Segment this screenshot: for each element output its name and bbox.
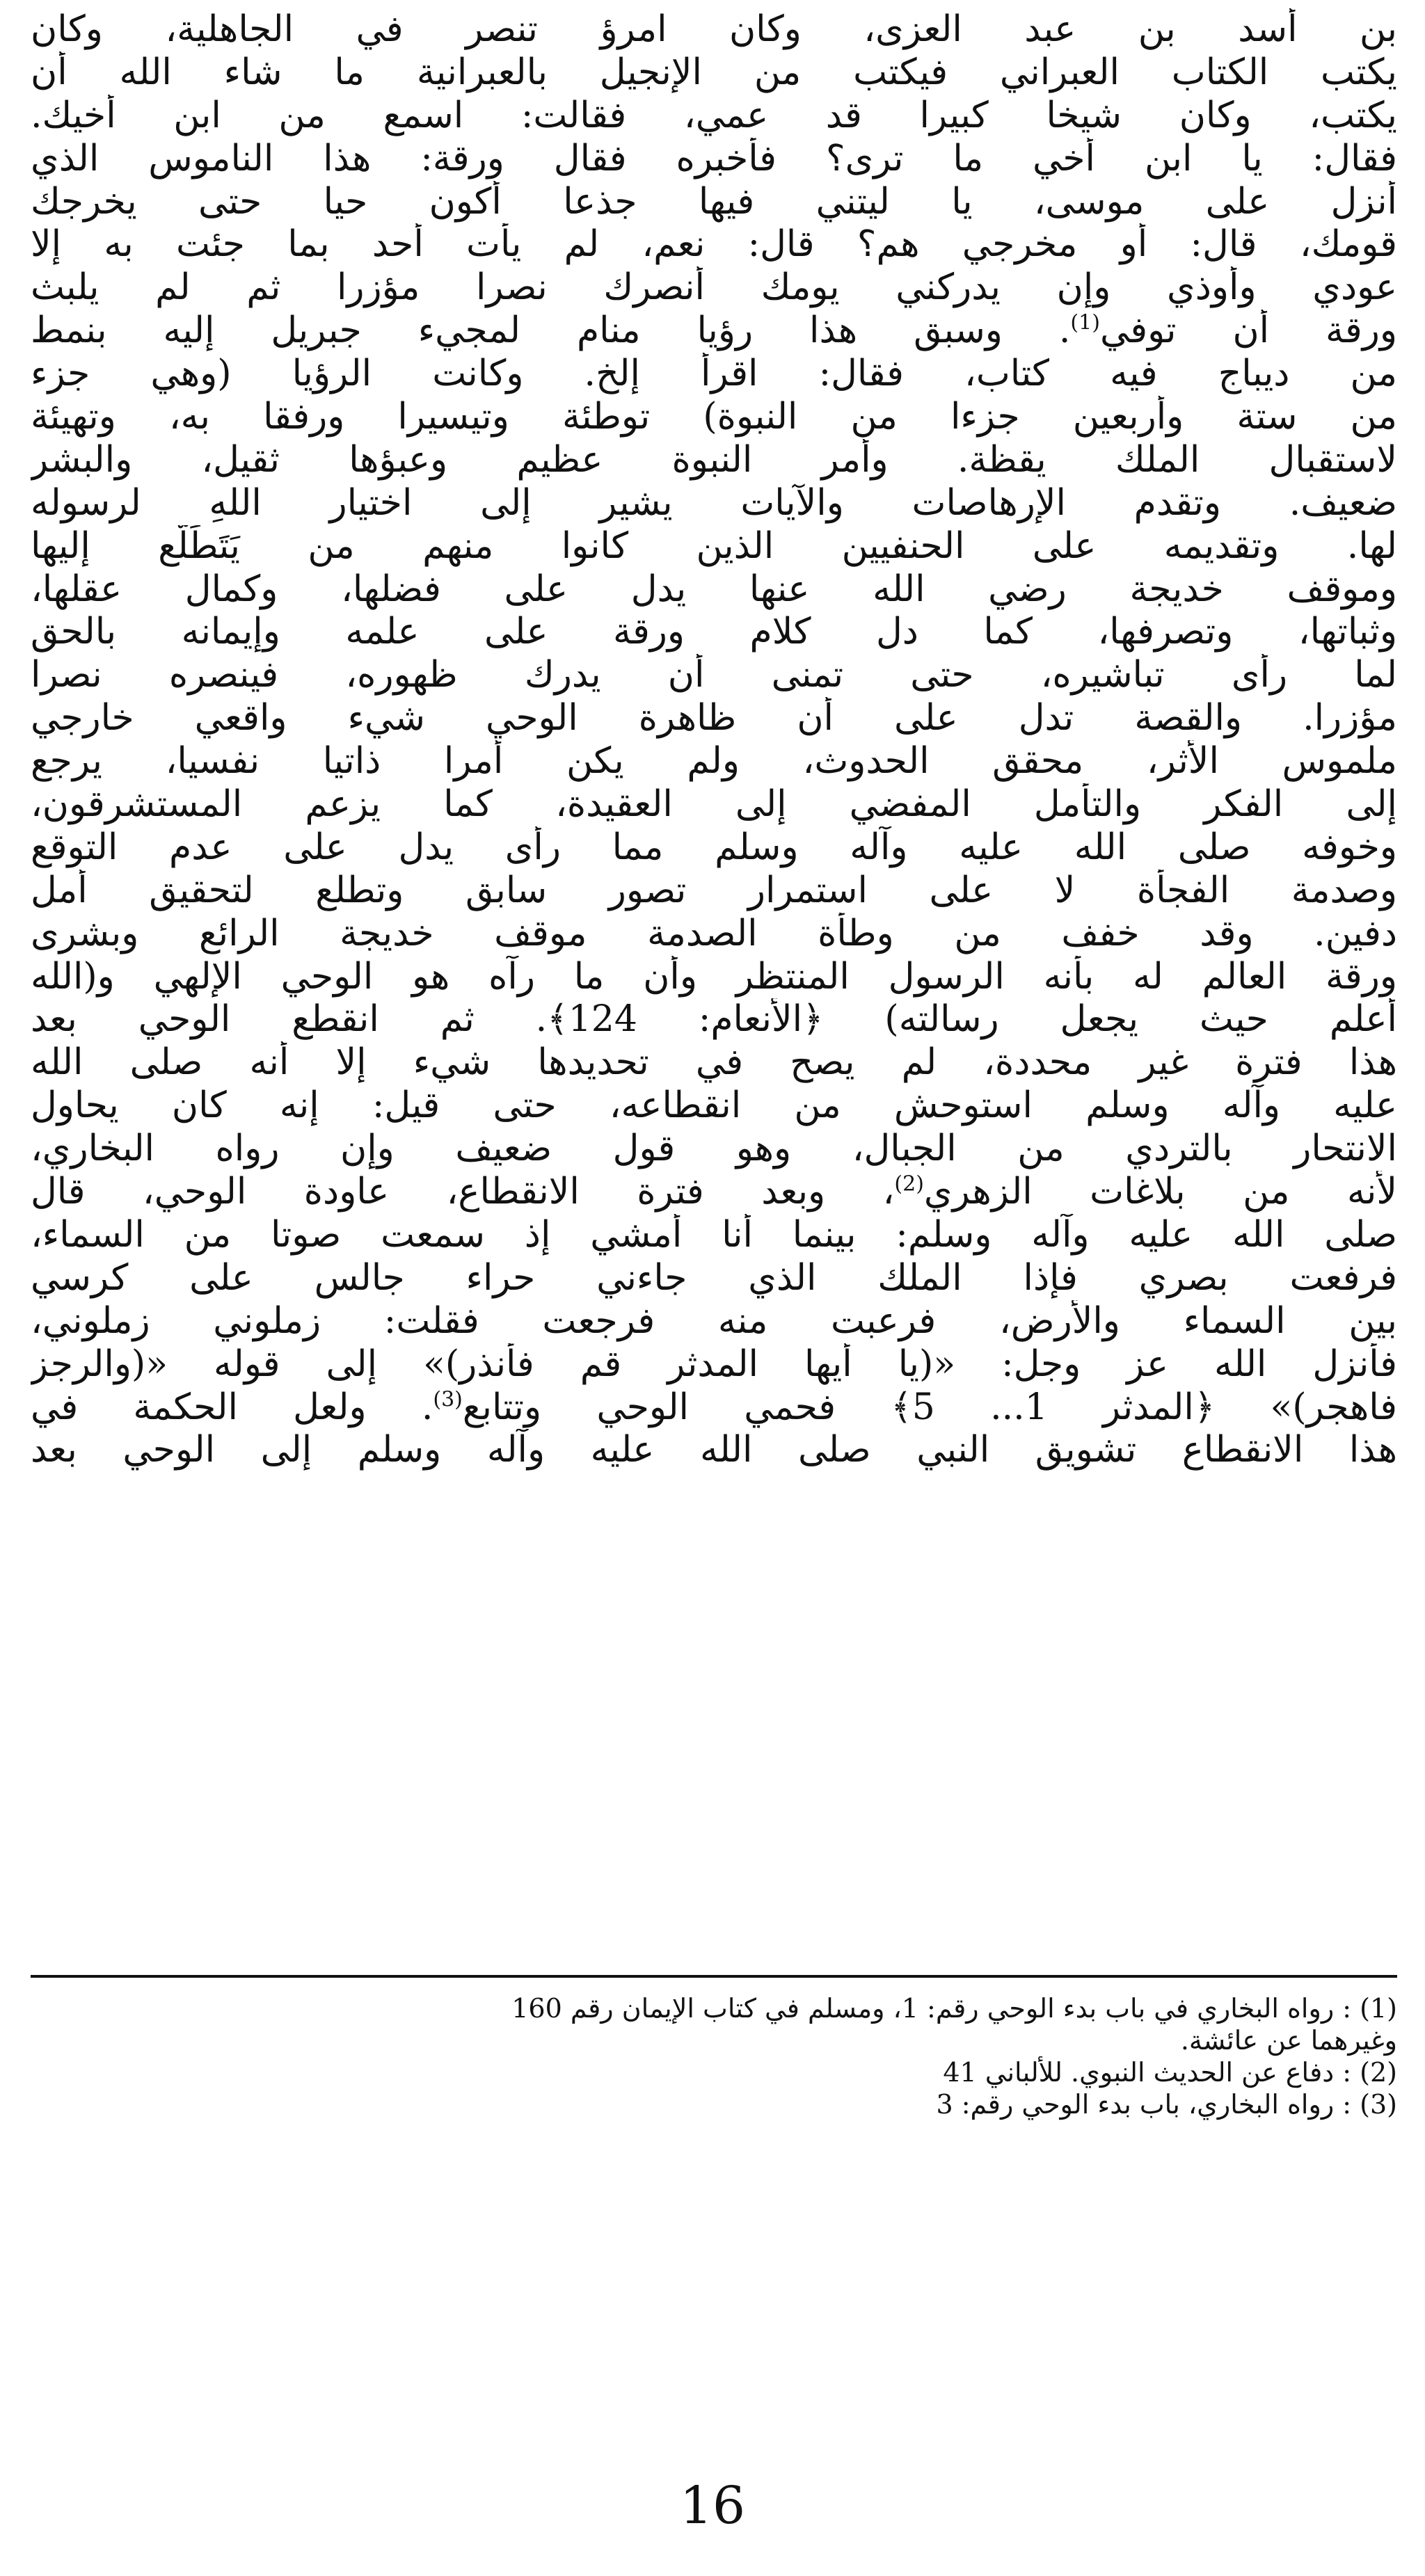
text-line: مؤزرا. والقصة تدل على أن ظاهرة الوحي شيء واقعي خارجي	[31, 697, 1397, 739]
text-line: يكتب الكتاب العبراني فيكتب من الإنجيل بالعبرانية ما شاء الله أن	[31, 51, 1397, 93]
footnote-line: وغيرهما عن عائشة.	[1180, 2025, 1397, 2056]
text-line: هذا فترة غير محددة، لم يصح في تحديدها شيء إلا أنه صلى الله	[31, 1041, 1397, 1084]
text-line: فأنزل الله عز وجل: «(يا أيها المدثر قم فأنذر)» إلى قوله «(والرجز	[31, 1343, 1397, 1385]
text-line: ضعيف. وتقدم الإرهاصات والآيات يشير إلى اختيار اللهِ لرسوله	[31, 481, 1397, 524]
text-line: وخوفه صلى الله عليه وآله وسلم مما رأى يدل على عدم التوقع	[31, 826, 1397, 868]
footnote-line: (3) : رواه البخاري، باب بدء الوحي رقم: 3	[936, 2089, 1397, 2120]
text-line: الانتحار بالتردي من الجبال، وهو قول ضعيف وإن رواه البخاري،	[31, 1128, 1397, 1170]
text-line: دفين. وقد خفف من وطأة الصدمة موقف خديجة الرائع وبشرى	[31, 912, 1397, 954]
text-line: لها. وتقديمه على الحنفيين الذين كانوا منهم من يَتَطَلّع إليها	[31, 525, 1397, 567]
page-number: 16	[679, 2476, 746, 2536]
text-line: لأنه من بلاغات الزهري$^{(2)}$، وبعد فترة الانقطاع، عاودة الوحي، قال	[31, 1171, 1397, 1213]
text-line: عليه وآله وسلم استوحش من انقطاعه، حتى قيل: إنه كان يحاول	[31, 1085, 1397, 1127]
text-line: من ديباج فيه كتاب، فقال: اقرأ إلخ. وكانت الرؤيا (وهي جزء	[31, 353, 1397, 395]
footnote-line: (1) : رواه البخاري في باب بدء الوحي رقم: 1، ومسلم في كتاب الإيمان رقم 160	[511, 1993, 1397, 2024]
text-line: بن أسد بن عبد العزى، وكان امرؤ تنصر في الجاهلية، وكان	[31, 8, 1397, 50]
footnote-line: (2) : دفاع عن الحديث النبوي. للألباني 41	[943, 2057, 1397, 2088]
text-line: صلى الله عليه وآله وسلم: بينما أنا أمشي إذ سمعت صوتا من السماء،	[31, 1213, 1397, 1256]
text-line: وصدمة الفجأة لا على استمرار تصور سابق وتطلع لتحقيق أمل	[31, 869, 1397, 911]
text-line: وثباتها، وتصرفها، كما دل كلام ورقة على علمه وإيمانه بالحق	[31, 611, 1397, 653]
text-line: إلى الفكر والتأمل المفضي إلى العقيدة، كما يزعم المستشرقون،	[31, 783, 1397, 826]
text-line: بين السماء والأرض، فرعبت منه فرجعت فقلت: زملوني زملوني،	[31, 1299, 1397, 1342]
text-line: أنزل على موسى، يا ليتني فيها جذعا أكون حيا حتى يخرجك	[31, 180, 1397, 223]
footnote-divider	[31, 1975, 1397, 1978]
text-line: عودي وأوذي وإن يدركني يومك أنصرك نصرا مؤزرا ثم لم يلبث	[31, 266, 1397, 309]
text-line: لما رأى تباشيره، حتى تمنى أن يدرك ظهوره، فينصره نصرا	[31, 654, 1397, 696]
text-line: فاهجر)» ﴿المدثر 1... 5﴾ فحمي الوحي وتتابع$^{(3)}$. ولعل الحكمة في	[31, 1386, 1397, 1428]
text-line: فقال: يا ابن أخي ما ترى؟ فأخبره فقال ورقة: هذا الناموس الذي	[31, 137, 1397, 179]
text-line: لاستقبال الملك يقظة. وأمر النبوة عظيم وعبؤها ثقيل، والبشر	[31, 438, 1397, 481]
text-line: قومك، قال: أو مخرجي هم؟ قال: نعم، لم يأت أحد بما جئت به إلا	[31, 223, 1397, 266]
text-line: وموقف خديجة رضي الله عنها يدل على فضلها، وكمال عقلها،	[31, 568, 1397, 610]
text-line: أعلم حيث يجعل رسالته) ﴿الأنعام: 124﴾. ثم انقطع الوحي بعد	[31, 998, 1397, 1041]
text-line: ورقة أن توفي$^{(1)}$. وسبق هذا رؤيا منام لمجيء جبريل إليه بنمط	[31, 310, 1397, 352]
text-line: هذا الانقطاع تشويق النبي صلى الله عليه وآله وسلم إلى الوحي بعد	[31, 1429, 1397, 1471]
footnotes	[31, 1992, 1397, 2120]
text-line: ورقة العالم له بأنه الرسول المنتظر وأن ما رآه هو الوحي الإلهي و(الله	[31, 955, 1397, 998]
text-line: ملموس الأثر، محقق الحدوث، ولم يكن أمرا ذاتيا نفسيا، يرجع	[31, 740, 1397, 783]
body-text	[31, 8, 1397, 1472]
text-line: من ستة وأربعين جزءا من النبوة) توطئة وتيسيرا ورفقا به، وتهيئة	[31, 396, 1397, 438]
text-line: فرفعت بصري فإذا الملك الذي جاءني حراء جالس على كرسي	[31, 1256, 1397, 1299]
text-line: يكتب، وكان شيخا كبيرا قد عمي، فقالت: اسمع من ابن أخيك.	[31, 94, 1397, 136]
